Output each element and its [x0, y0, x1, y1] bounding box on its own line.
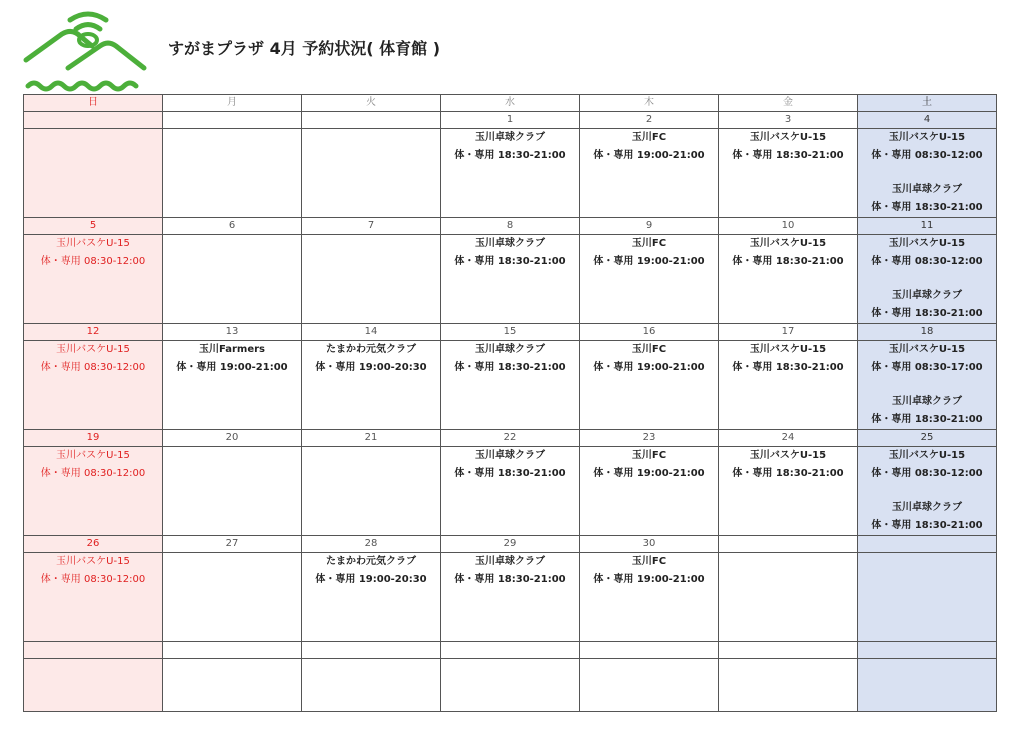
day-number: [302, 112, 441, 129]
reservation-name: 玉川バスケU-15: [888, 450, 966, 461]
weekday-header: 木: [580, 95, 719, 112]
day-cell: [441, 447, 580, 536]
reservation-time: 体・専用 18:30-21:00: [732, 361, 844, 373]
reservation-time: 体・専用 19:00-20:30: [315, 573, 427, 585]
reservation-name: 玉川卓球クラブ: [892, 184, 962, 195]
day-cell: [719, 129, 858, 218]
day-cell: [580, 235, 719, 324]
day-cell: [441, 235, 580, 324]
weekday-header: 水: [441, 95, 580, 112]
day-cell: [163, 129, 302, 218]
empty-cell: [858, 659, 997, 712]
reservation-name: 玉川卓球クラブ: [475, 132, 545, 143]
day-number: [24, 112, 163, 129]
reservation-time: 体・専用 18:30-21:00: [732, 255, 844, 267]
reservation-time: 体・専用 19:00-21:00: [593, 255, 705, 267]
reservation-name: たまかわ元気クラブ: [326, 344, 416, 355]
reservation-time: 体・専用 18:30-21:00: [871, 307, 983, 319]
day-cell: [441, 553, 580, 642]
day-number: 30: [580, 536, 719, 553]
day-number: 1: [441, 112, 580, 129]
day-cell: [302, 447, 441, 536]
logo-icon: [22, 6, 152, 92]
empty-cell: [858, 642, 997, 659]
empty-cell: [302, 642, 441, 659]
day-cell: [858, 341, 997, 430]
reservation-name: 玉川FC: [631, 556, 667, 567]
reservation-time: 体・専用 08:30-12:00: [871, 149, 983, 161]
empty-cell: [580, 659, 719, 712]
reservation-time: 体・専用 19:00-21:00: [593, 467, 705, 479]
reservation-name: 玉川バスケU-15: [56, 450, 130, 461]
day-number: 8: [441, 218, 580, 235]
reservation-name: 玉川卓球クラブ: [475, 450, 545, 461]
reservation-name: 玉川バスケU-15: [56, 238, 130, 249]
reservation-name: 玉川FC: [631, 344, 667, 355]
day-cell: [163, 235, 302, 324]
reservation-name: 玉川卓球クラブ: [892, 502, 962, 513]
day-number: 15: [441, 324, 580, 341]
day-number: [858, 536, 997, 553]
day-number: 26: [24, 536, 163, 553]
day-number: 22: [441, 430, 580, 447]
day-number: 18: [858, 324, 997, 341]
weekday-header: 金: [719, 95, 858, 112]
reservation-name: 玉川バスケU-15: [888, 238, 966, 249]
day-number: 21: [302, 430, 441, 447]
day-number: 19: [24, 430, 163, 447]
reservation-time: 体・専用 18:30-21:00: [871, 519, 983, 531]
day-number: 7: [302, 218, 441, 235]
weekday-header: 土: [858, 95, 997, 112]
reservation-time: 体・専用 18:30-21:00: [454, 149, 566, 161]
day-cell: [858, 447, 997, 536]
day-number: 2: [580, 112, 719, 129]
weekday-header: 日: [24, 95, 163, 112]
day-cell: [302, 341, 441, 430]
day-number: 24: [719, 430, 858, 447]
day-number: 10: [719, 218, 858, 235]
day-cell: [719, 553, 858, 642]
reservation-time: 体・専用 08:30-12:00: [40, 361, 146, 373]
day-cell: [163, 341, 302, 430]
day-cell: [24, 129, 163, 218]
day-cell: [858, 129, 997, 218]
day-cell: [441, 341, 580, 430]
weekday-header: 月: [163, 95, 302, 112]
reservation-name: 玉川FC: [631, 450, 667, 461]
day-number: 28: [302, 536, 441, 553]
empty-cell: [580, 642, 719, 659]
day-cell: [858, 235, 997, 324]
day-cell: [302, 235, 441, 324]
day-cell: [719, 341, 858, 430]
day-cell: [580, 129, 719, 218]
day-cell: [858, 553, 997, 642]
day-cell: [441, 129, 580, 218]
reservation-time: 体・専用 19:00-20:30: [315, 361, 427, 373]
reservation-name: 玉川FC: [631, 238, 667, 249]
reservation-time: 体・専用 18:30-21:00: [454, 573, 566, 585]
reservation-name: 玉川卓球クラブ: [892, 290, 962, 301]
day-number: 20: [163, 430, 302, 447]
reservation-name: 玉川バスケU-15: [888, 132, 966, 143]
day-number: 17: [719, 324, 858, 341]
empty-cell: [163, 642, 302, 659]
page-title: すがまプラザ 4月 予約状況( 体育館 ): [168, 39, 441, 58]
reservation-time: 体・専用 08:30-12:00: [871, 255, 983, 267]
day-number: 6: [163, 218, 302, 235]
reservation-time: 体・専用 08:30-12:00: [871, 467, 983, 479]
reservation-time: 体・専用 08:30-12:00: [40, 467, 146, 479]
day-number: 11: [858, 218, 997, 235]
reservation-time: 体・専用 19:00-21:00: [593, 361, 705, 373]
reservation-time: 体・専用 18:30-21:00: [454, 467, 566, 479]
day-number: 4: [858, 112, 997, 129]
reservation-name: 玉川バスケU-15: [888, 344, 966, 355]
reservation-time: 体・専用 18:30-21:00: [454, 255, 566, 267]
day-cell: [163, 553, 302, 642]
day-cell: [580, 341, 719, 430]
day-number: 9: [580, 218, 719, 235]
reservation-name: たまかわ元気クラブ: [326, 556, 416, 567]
reservation-time: 体・専用 19:00-21:00: [593, 573, 705, 585]
reservation-time: 体・専用 18:30-21:00: [732, 149, 844, 161]
day-number: 25: [858, 430, 997, 447]
day-number: 5: [24, 218, 163, 235]
day-cell: [580, 553, 719, 642]
reservation-time: 体・専用 18:30-21:00: [871, 201, 983, 213]
day-number: 29: [441, 536, 580, 553]
day-cell: [163, 447, 302, 536]
reservation-name: 玉川卓球クラブ: [475, 238, 545, 249]
empty-cell: [163, 659, 302, 712]
reservation-name: 玉川卓球クラブ: [475, 344, 545, 355]
day-cell: [24, 341, 163, 430]
reservation-name: 玉川バスケU-15: [749, 344, 827, 355]
day-number: 23: [580, 430, 719, 447]
reservation-time: 体・専用 08:30-12:00: [40, 255, 146, 267]
reservation-name: 玉川バスケU-15: [56, 556, 130, 567]
weekday-header: 火: [302, 95, 441, 112]
reservation-name: 玉川バスケU-15: [56, 344, 130, 355]
empty-cell: [719, 659, 858, 712]
reservation-time: 体・専用 08:30-12:00: [40, 573, 146, 585]
reservation-calendar: [23, 94, 997, 712]
empty-cell: [24, 659, 163, 712]
day-cell: [580, 447, 719, 536]
day-cell: [24, 447, 163, 536]
day-number: 3: [719, 112, 858, 129]
day-number: [163, 112, 302, 129]
day-number: 27: [163, 536, 302, 553]
reservation-name: 玉川バスケU-15: [749, 450, 827, 461]
day-number: [719, 536, 858, 553]
day-number: 12: [24, 324, 163, 341]
day-number: 14: [302, 324, 441, 341]
day-cell: [719, 235, 858, 324]
empty-cell: [24, 642, 163, 659]
day-cell: [302, 553, 441, 642]
reservation-name: 玉川卓球クラブ: [475, 556, 545, 567]
reservation-name: 玉川バスケU-15: [749, 132, 827, 143]
reservation-time: 体・専用 18:30-21:00: [871, 413, 983, 425]
reservation-time: 体・専用 18:30-21:00: [732, 467, 844, 479]
day-number: 13: [163, 324, 302, 341]
reservation-time: 体・専用 19:00-21:00: [176, 361, 288, 373]
reservation-name: 玉川Farmers: [198, 344, 265, 355]
day-cell: [24, 235, 163, 324]
empty-cell: [441, 659, 580, 712]
day-number: 16: [580, 324, 719, 341]
empty-cell: [302, 659, 441, 712]
reservation-name: 玉川卓球クラブ: [892, 396, 962, 407]
reservation-time: 体・専用 18:30-21:00: [454, 361, 566, 373]
empty-cell: [719, 642, 858, 659]
reservation-time: 体・専用 08:30-17:00: [871, 361, 983, 373]
reservation-name: 玉川FC: [631, 132, 667, 143]
reservation-name: 玉川バスケU-15: [749, 238, 827, 249]
day-cell: [719, 447, 858, 536]
day-cell: [302, 129, 441, 218]
day-cell: [24, 553, 163, 642]
reservation-time: 体・専用 19:00-21:00: [593, 149, 705, 161]
empty-cell: [441, 642, 580, 659]
